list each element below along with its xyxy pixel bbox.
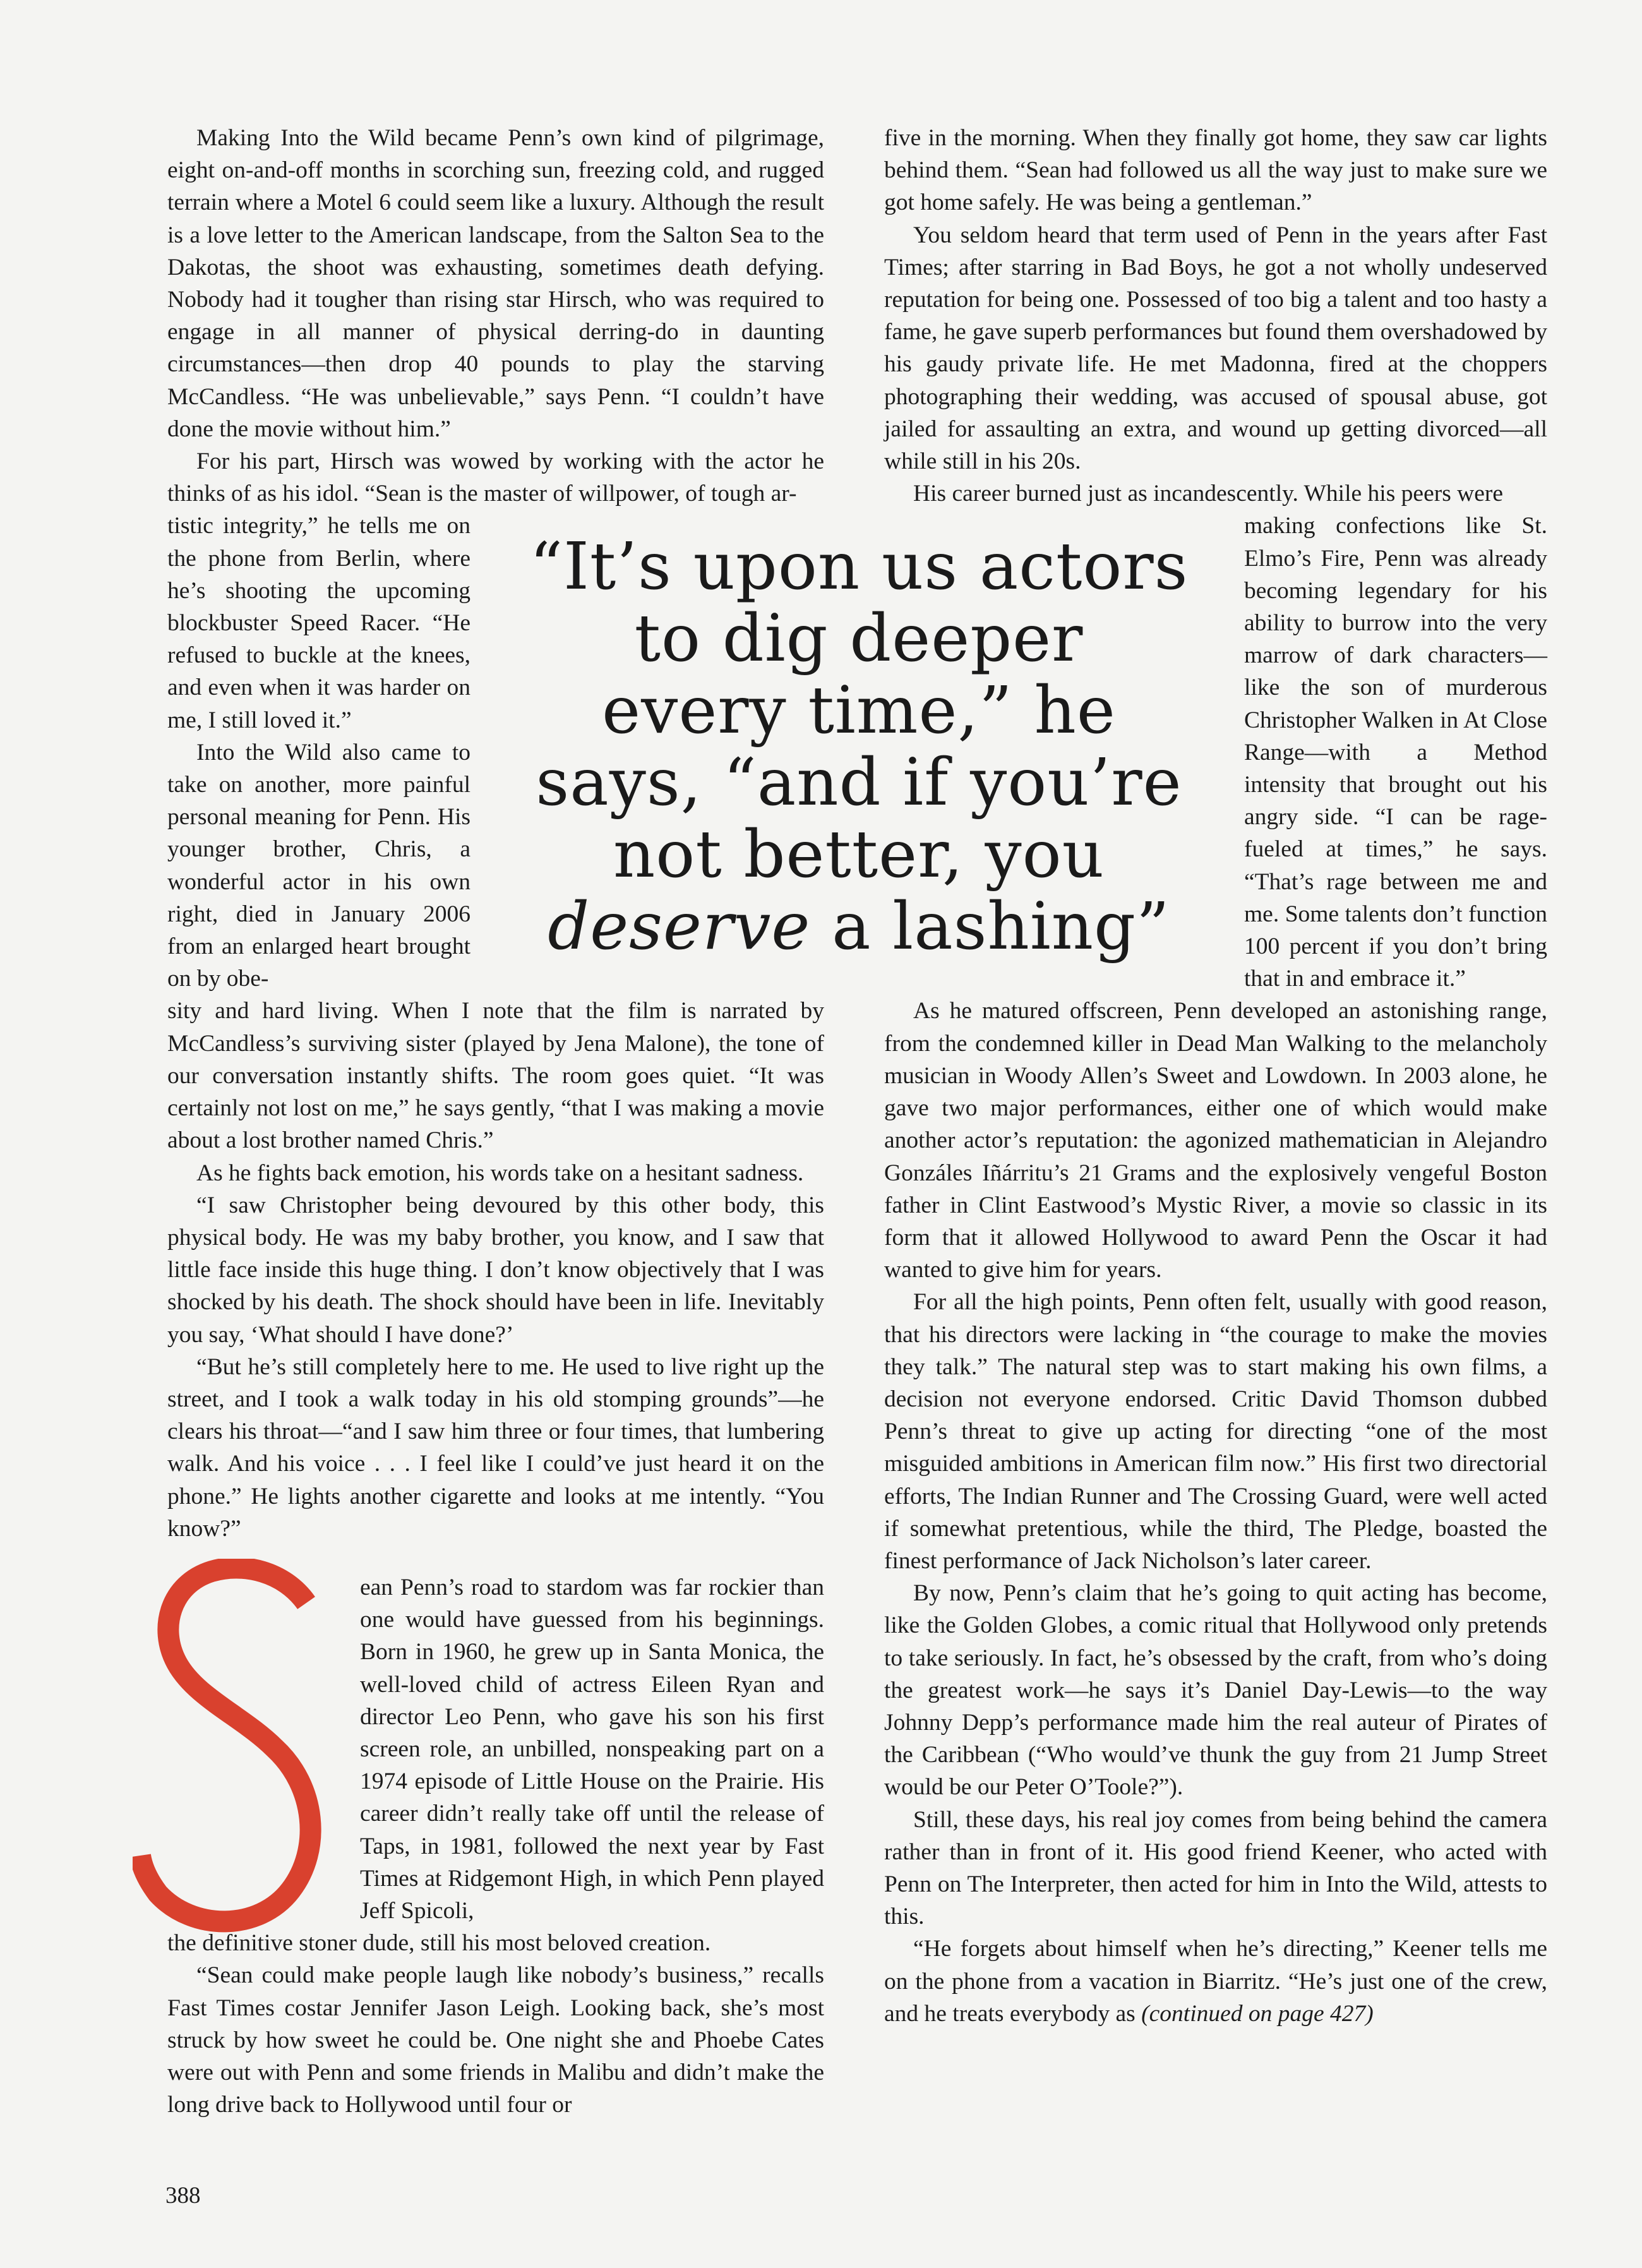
pull-quote-line [499,891,1219,963]
pull-quote [499,531,1219,963]
right-column [884,122,1547,2030]
paragraph-dropcap: ean Penn’s road to stardom was far rockier than one would have guessed from his beginnings. Born in 1960, he grew up in Santa Monica, the well-loved child of actress Eileen Ryan and director Leo Penn, who gave his son his first screen role, an unbilled, nonspeaking part on a 1974 episode of Little House on the Prairie. His career didn’t really take off until the release of Taps, in 1981, followed the next year by Fast Times at Ridgemont High, in which Penn played Jeff Spicoli, [360,1575,824,1924]
paragraph: Making Into the Wild became Penn’s own kind of pilgrimage, eight on-and-off months in scorching sun, freezing cold, and rugged terrain where a Motel 6 could seem like a luxury. Although the result is a love letter to the American landscape, from the Salton Sea to the Dakotas, the shoot was exhausting, sometimes death defying. Nobody had it tougher than rising star Hirsch, who was required to engage in all manner of physical derring-do in daunting circumstances—then drop 40 pounds to play the starving McCandless. “He was unbelievable,” says Penn. “I couldn’t have done the movie without him.” [167,125,824,442]
paragraph: sity and hard living. When I note that the film is narrated by McCandless’s surviving sister (played by Jena Malone), the tone of our conversation instantly shifts. The room goes quiet. “It was certainly not lost on me,” he says gently, “that I was making a movie about a lost brother named Chris.” [167,998,824,1154]
paragraph-narrow: making confections like St. Elmo’s Fire, Penn was already becoming legendary for his ability to burrow into the very marrow of dark characters—like the son of murderous Christopher Walken in At Close Range—with a Method intensity that brought out his angry side. “I can be rage-fueled at times,” he says. “That’s rage between me and me. Some talents don’t function 100 percent if you don’t bring that in and embrace it.” [1244,513,1547,992]
paragraph: As he matured offscreen, Penn developed an astonishing range, from the condemned killer in Dead Man Walking to the melancholy musician in Woody Allen’s Sweet and Lowdown. In 2003 alone, he gave two major performances, either one of which would make another actor’s reputation: the agonized mathematician in Alejandro Gonzáles Iñárritu’s 21 Grams and the explosively vengeful Boston father in Clint Eastwood’s Mystic River, a movie so classic in its form that it allowed Hollywood to award Penn the Oscar it had wanted to give him for years. [884,998,1547,1283]
paragraph: “Sean could make people laugh like nobody’s business,” recalls Fast Times costar Jennifer Jason Leigh. Looking back, she’s most struck by how sweet he could be. One night she and Phoebe Cates were out with Penn and some friends in Malibu and didn’t make the long drive back to Hollywood until four or [167,1962,824,2118]
drop-cap-section [167,1571,824,2121]
page-number: 388 [165,2183,201,2209]
paragraph: As he fights back emotion, his words take on a hesitant sadness. [196,1160,804,1186]
pull-quote-line: to dig deeper [634,601,1084,676]
paragraph: By now, Penn’s claim that he’s going to quit acting has become, like the Golden Globes, a comic ritual that Hollywood only pretends to take seriously. In fact, he’s obsessed by the craft, from who’s doing the greatest work—he says it’s Daniel Day-Lewis—to the way Johnny Depp’s performance made him the real auteur of Pirates of the Caribbean (“Who would’ve thunk the guy from 21 Jump Street would be our Peter O’Toole?”). [884,1580,1547,1801]
pull-quote-line: not better, you [613,817,1105,892]
pull-quote-line: says, “and if you’re [536,745,1182,820]
paragraph-text: “He forgets about himself when he’s directing,” Keener tells me on the phone from a vacation in Biarritz. “He’s just one of the crew, and he treats everybody as [884,1936,1547,2027]
paragraph: “I saw Christopher being devoured by this other body, this physical body. He was my baby brother, you know, and I saw that little face inside this huge thing. I don’t know objectively that I was shocked by his death. The shock should have been in life. Inevitably you say, ‘What should I have done?’ [167,1192,824,1348]
continued-note: (continued on page 427) [1141,2000,1374,2027]
paragraph [884,1933,1547,2030]
paragraph: For his part, Hirsch was wowed by working with the actor he thinks of as his idol. “Sean is the master of willpower, of tough ar- [167,448,824,507]
pull-quote-rest: a lashing” [810,889,1170,964]
paragraph: five in the morning. When they finally got home, they saw car lights behind them. “Sean had followed us all the way just to make sure we got home safely. He was being a gentleman.” [884,125,1547,216]
pull-quote-line: every time,” he [602,673,1116,748]
paragraph: For all the high points, Penn often felt, usually with good reason, that his directors were lacking in “the courage to make the movies they talk.” The natural step was to start making his own films, a decision not everyone endorsed. Critic David Thomson dubbed Penn’s threat to give up acting for directing “one of the most misguided ambitions in American film now.” His first two directorial efforts, The Indian Runner and The Crossing Guard, were well acted if somewhat pretentious, while the third, The Pledge, boasted the finest performance of Jack Nicholson’s later career. [884,1289,1547,1574]
paragraph-narrow: tistic integrity,” he tells me on the phone from Berlin, where he’s shooting the upcoming blockbuster Speed Racer. “He refused to buckle at the knees, and even when it was harder on me, I still loved it.” [167,513,470,733]
paragraph: You seldom heard that term used of Penn in the years after Fast Times; after starring in Bad Boys, he got a not wholly undeserved reputation for being one. Possessed of too big a talent and too hasty a fame, he gave superb performances but found them overshadowed by his gaudy private life. He met Madonna, fired at the choppers photographing their wedding, was accused of spousal abuse, got jailed for assaulting an extra, and wound up getting divorced—all while still in his 20s. [884,222,1547,475]
pull-quote-italic: deserve [548,889,811,964]
paragraph-narrow: Into the Wild also came to take on another, more painful personal meaning for Penn. His younger brother, Chris, a wonderful actor in his own right, died in January 2006 from an enlarged heart brought on by obe- [167,739,470,992]
paragraph: “But he’s still completely here to me. He used to live right up the street, and I took a walk today in his old stomping grounds”—he clears his throat—“and I saw him three or four times, that lumbering walk. And his voice . . . I feel like I could’ve just heard it on the phone.” He lights another cigarette and looks at me intently. “You know?” [167,1353,824,1542]
pull-quote-line: “It’s upon us actors [529,529,1189,604]
paragraph: His career burned just as incandescently. While his peers were [913,481,1504,507]
paragraph: the definitive stoner dude, still his most beloved creation. [167,1930,711,1957]
paragraph: Still, these days, his real joy comes from being behind the camera rather than in front of it. His good friend Keener, who acted with Penn on The Interpreter, then acted for him in Into the Wild, attests to this. [884,1806,1547,1930]
